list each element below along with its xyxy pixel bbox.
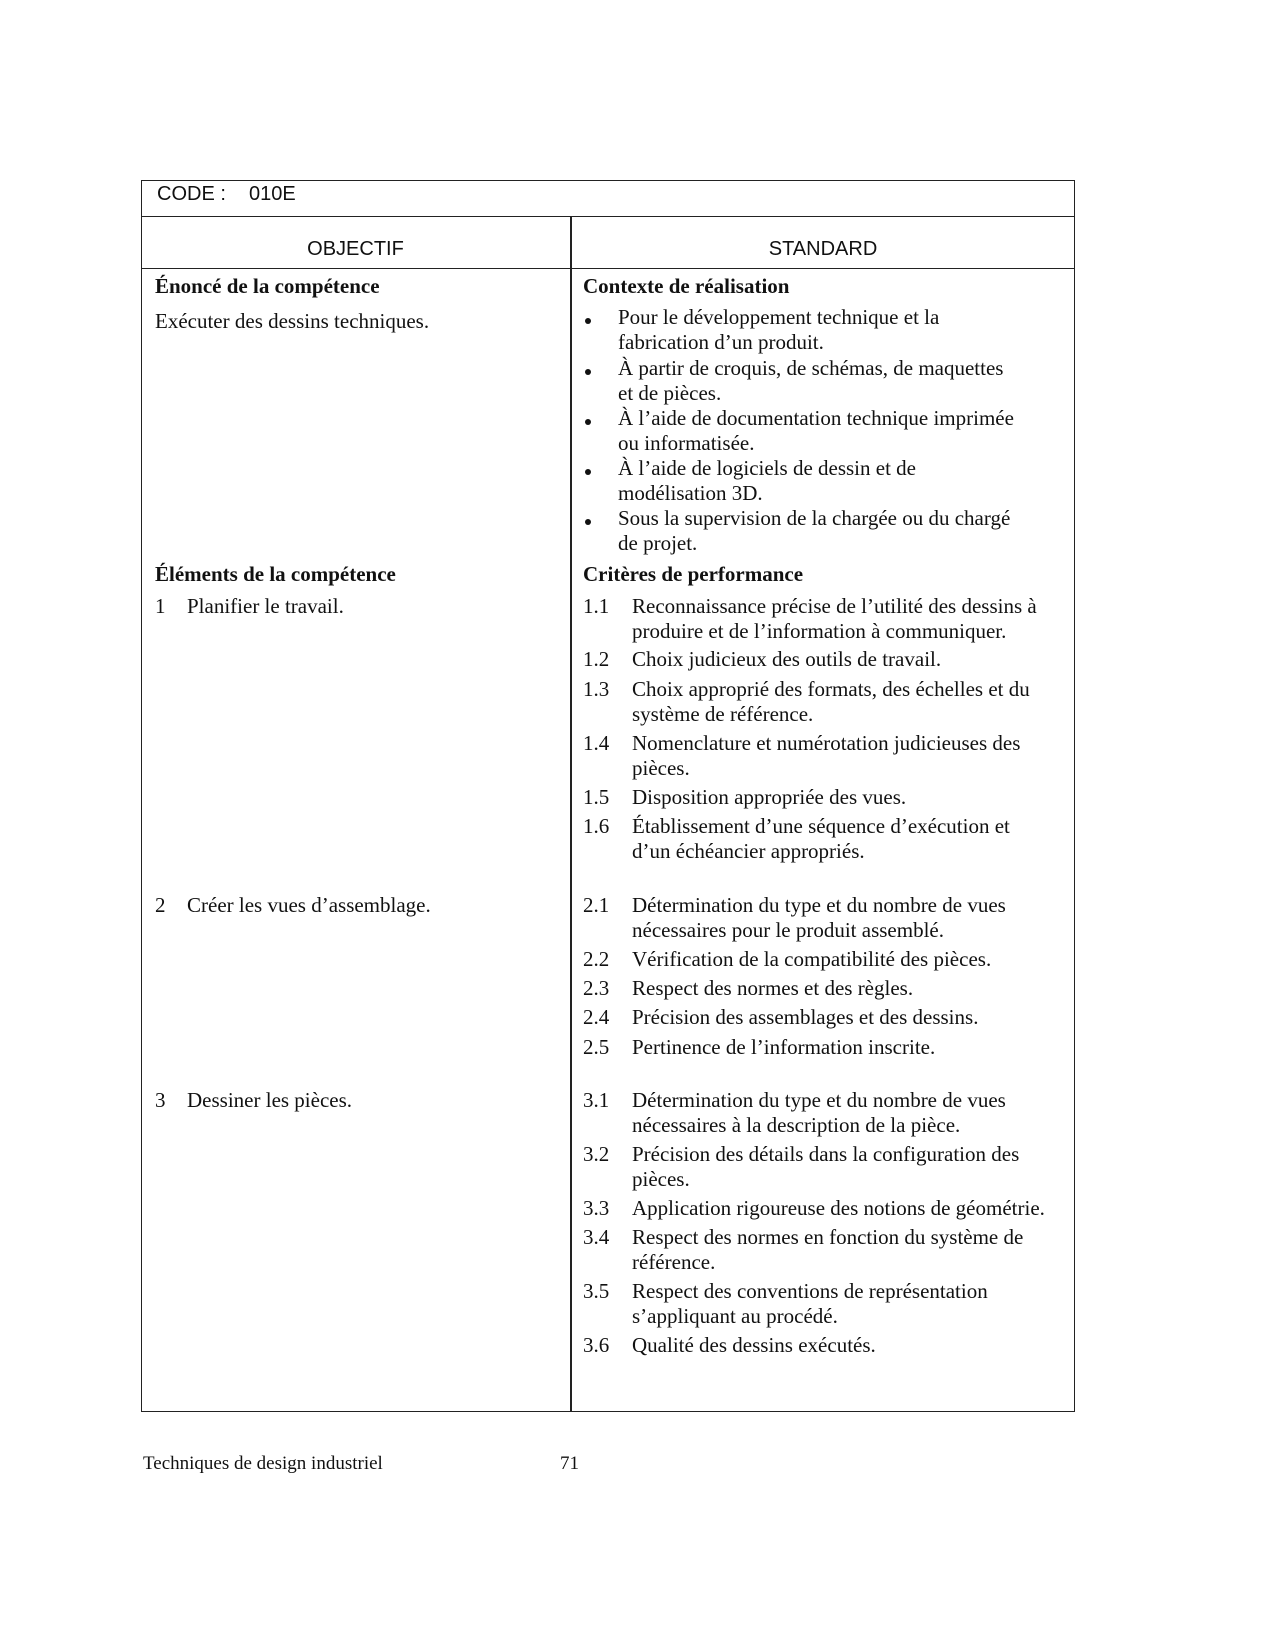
- critere-number: 1.1: [583, 594, 610, 618]
- critere-text: Choix judicieux des outils de travail.: [632, 647, 942, 671]
- element-number: 2: [155, 893, 166, 917]
- critere-text: Application rigoureuse des notions de géométrie.: [632, 1196, 1045, 1220]
- critere-number: 2.4: [583, 1005, 610, 1029]
- critere-number: 3.4: [583, 1225, 610, 1249]
- enonce-text: Exécuter des dessins techniques.: [155, 309, 430, 333]
- contexte-item: À l’aide de logiciels de dessin et de modélisation 3D.: [618, 456, 916, 505]
- bullet-icon: [585, 318, 591, 324]
- critere-number: 2.1: [583, 893, 610, 917]
- critere-text: Détermination du type et du nombre de vues nécessaires pour le produit assemblé.: [632, 893, 1006, 942]
- bullet-icon: [585, 519, 591, 525]
- critere-text: Nomenclature et numérotation judicieuses des pièces.: [632, 731, 1021, 780]
- critere-number: 1.3: [583, 677, 610, 701]
- critere-number: 2.3: [583, 976, 610, 1000]
- contexte-title: Contexte de réalisation: [583, 274, 790, 298]
- critere-text: Précision des détails dans la configuration des pièces.: [632, 1142, 1020, 1191]
- bullet-icon: [585, 469, 591, 475]
- divider: [141, 216, 1075, 217]
- header-objectif: OBJECTIF: [307, 238, 404, 260]
- bullet-icon: [585, 369, 591, 375]
- critere-number: 1.5: [583, 785, 610, 809]
- element-text: Planifier le travail.: [187, 594, 344, 618]
- critere-text: Établissement d’une séquence d’exécution et d’un échéancier appropriés.: [632, 814, 1010, 863]
- element-text: Dessiner les pièces.: [187, 1088, 353, 1112]
- critere-text: Respect des conventions de représentation s’appliquant au procédé.: [632, 1279, 988, 1328]
- critere-text: Qualité des dessins exécutés.: [632, 1333, 876, 1357]
- critere-number: 3.1: [583, 1088, 610, 1112]
- bullet-icon: [585, 419, 591, 425]
- header-standard: STANDARD: [768, 238, 878, 260]
- critere-number: 2.2: [583, 947, 610, 971]
- critere-number: 3.6: [583, 1333, 610, 1357]
- contexte-item: Sous la supervision de la chargée ou du chargé de projet.: [618, 506, 1011, 555]
- contexte-item: À partir de croquis, de schémas, de maquettes et de pièces.: [618, 356, 1004, 405]
- contexte-item: Pour le développement technique et la fabrication d’un produit.: [618, 305, 940, 354]
- critere-number: 1.6: [583, 814, 610, 838]
- critere-text: Respect des normes et des règles.: [632, 976, 914, 1000]
- critere-text: Vérification de la compatibilité des pièces.: [632, 947, 992, 971]
- contexte-item: À l’aide de documentation technique imprimée ou informatisée.: [618, 406, 1014, 455]
- critere-text: Reconnaissance précise de l’utilité des dessins à produire et de l’information à communiquer.: [632, 594, 1037, 643]
- critere-number: 3.2: [583, 1142, 610, 1166]
- critere-number: 1.2: [583, 647, 610, 671]
- element-number: 3: [155, 1088, 166, 1112]
- critere-number: 3.5: [583, 1279, 610, 1303]
- criteres-title: Critères de performance: [583, 562, 804, 586]
- enonce-title: Énoncé de la compétence: [155, 274, 380, 298]
- critere-text: Pertinence de l’information inscrite.: [632, 1035, 936, 1059]
- critere-number: 3.3: [583, 1196, 610, 1220]
- critere-text: Respect des normes en fonction du système de référence.: [632, 1225, 1024, 1274]
- elements-title: Éléments de la compétence: [155, 562, 396, 586]
- critere-text: Précision des assemblages et des dessins.: [632, 1005, 979, 1029]
- critere-text: Détermination du type et du nombre de vues nécessaires à la description de la pièce.: [632, 1088, 1006, 1137]
- element-number: 1: [155, 594, 166, 618]
- divider: [141, 268, 1075, 269]
- critere-text: Choix approprié des formats, des échelles et du système de référence.: [632, 677, 1030, 726]
- code-label: CODE :: [157, 183, 226, 205]
- critere-number: 2.5: [583, 1035, 610, 1059]
- element-text: Créer les vues d’assemblage.: [187, 893, 431, 917]
- page-number: 71: [560, 1453, 579, 1474]
- column-divider: [570, 216, 572, 1411]
- critere-text: Disposition appropriée des vues.: [632, 785, 907, 809]
- footer-title: Techniques de design industriel: [143, 1453, 383, 1474]
- code-value: 010E: [249, 183, 296, 205]
- critere-number: 1.4: [583, 731, 610, 755]
